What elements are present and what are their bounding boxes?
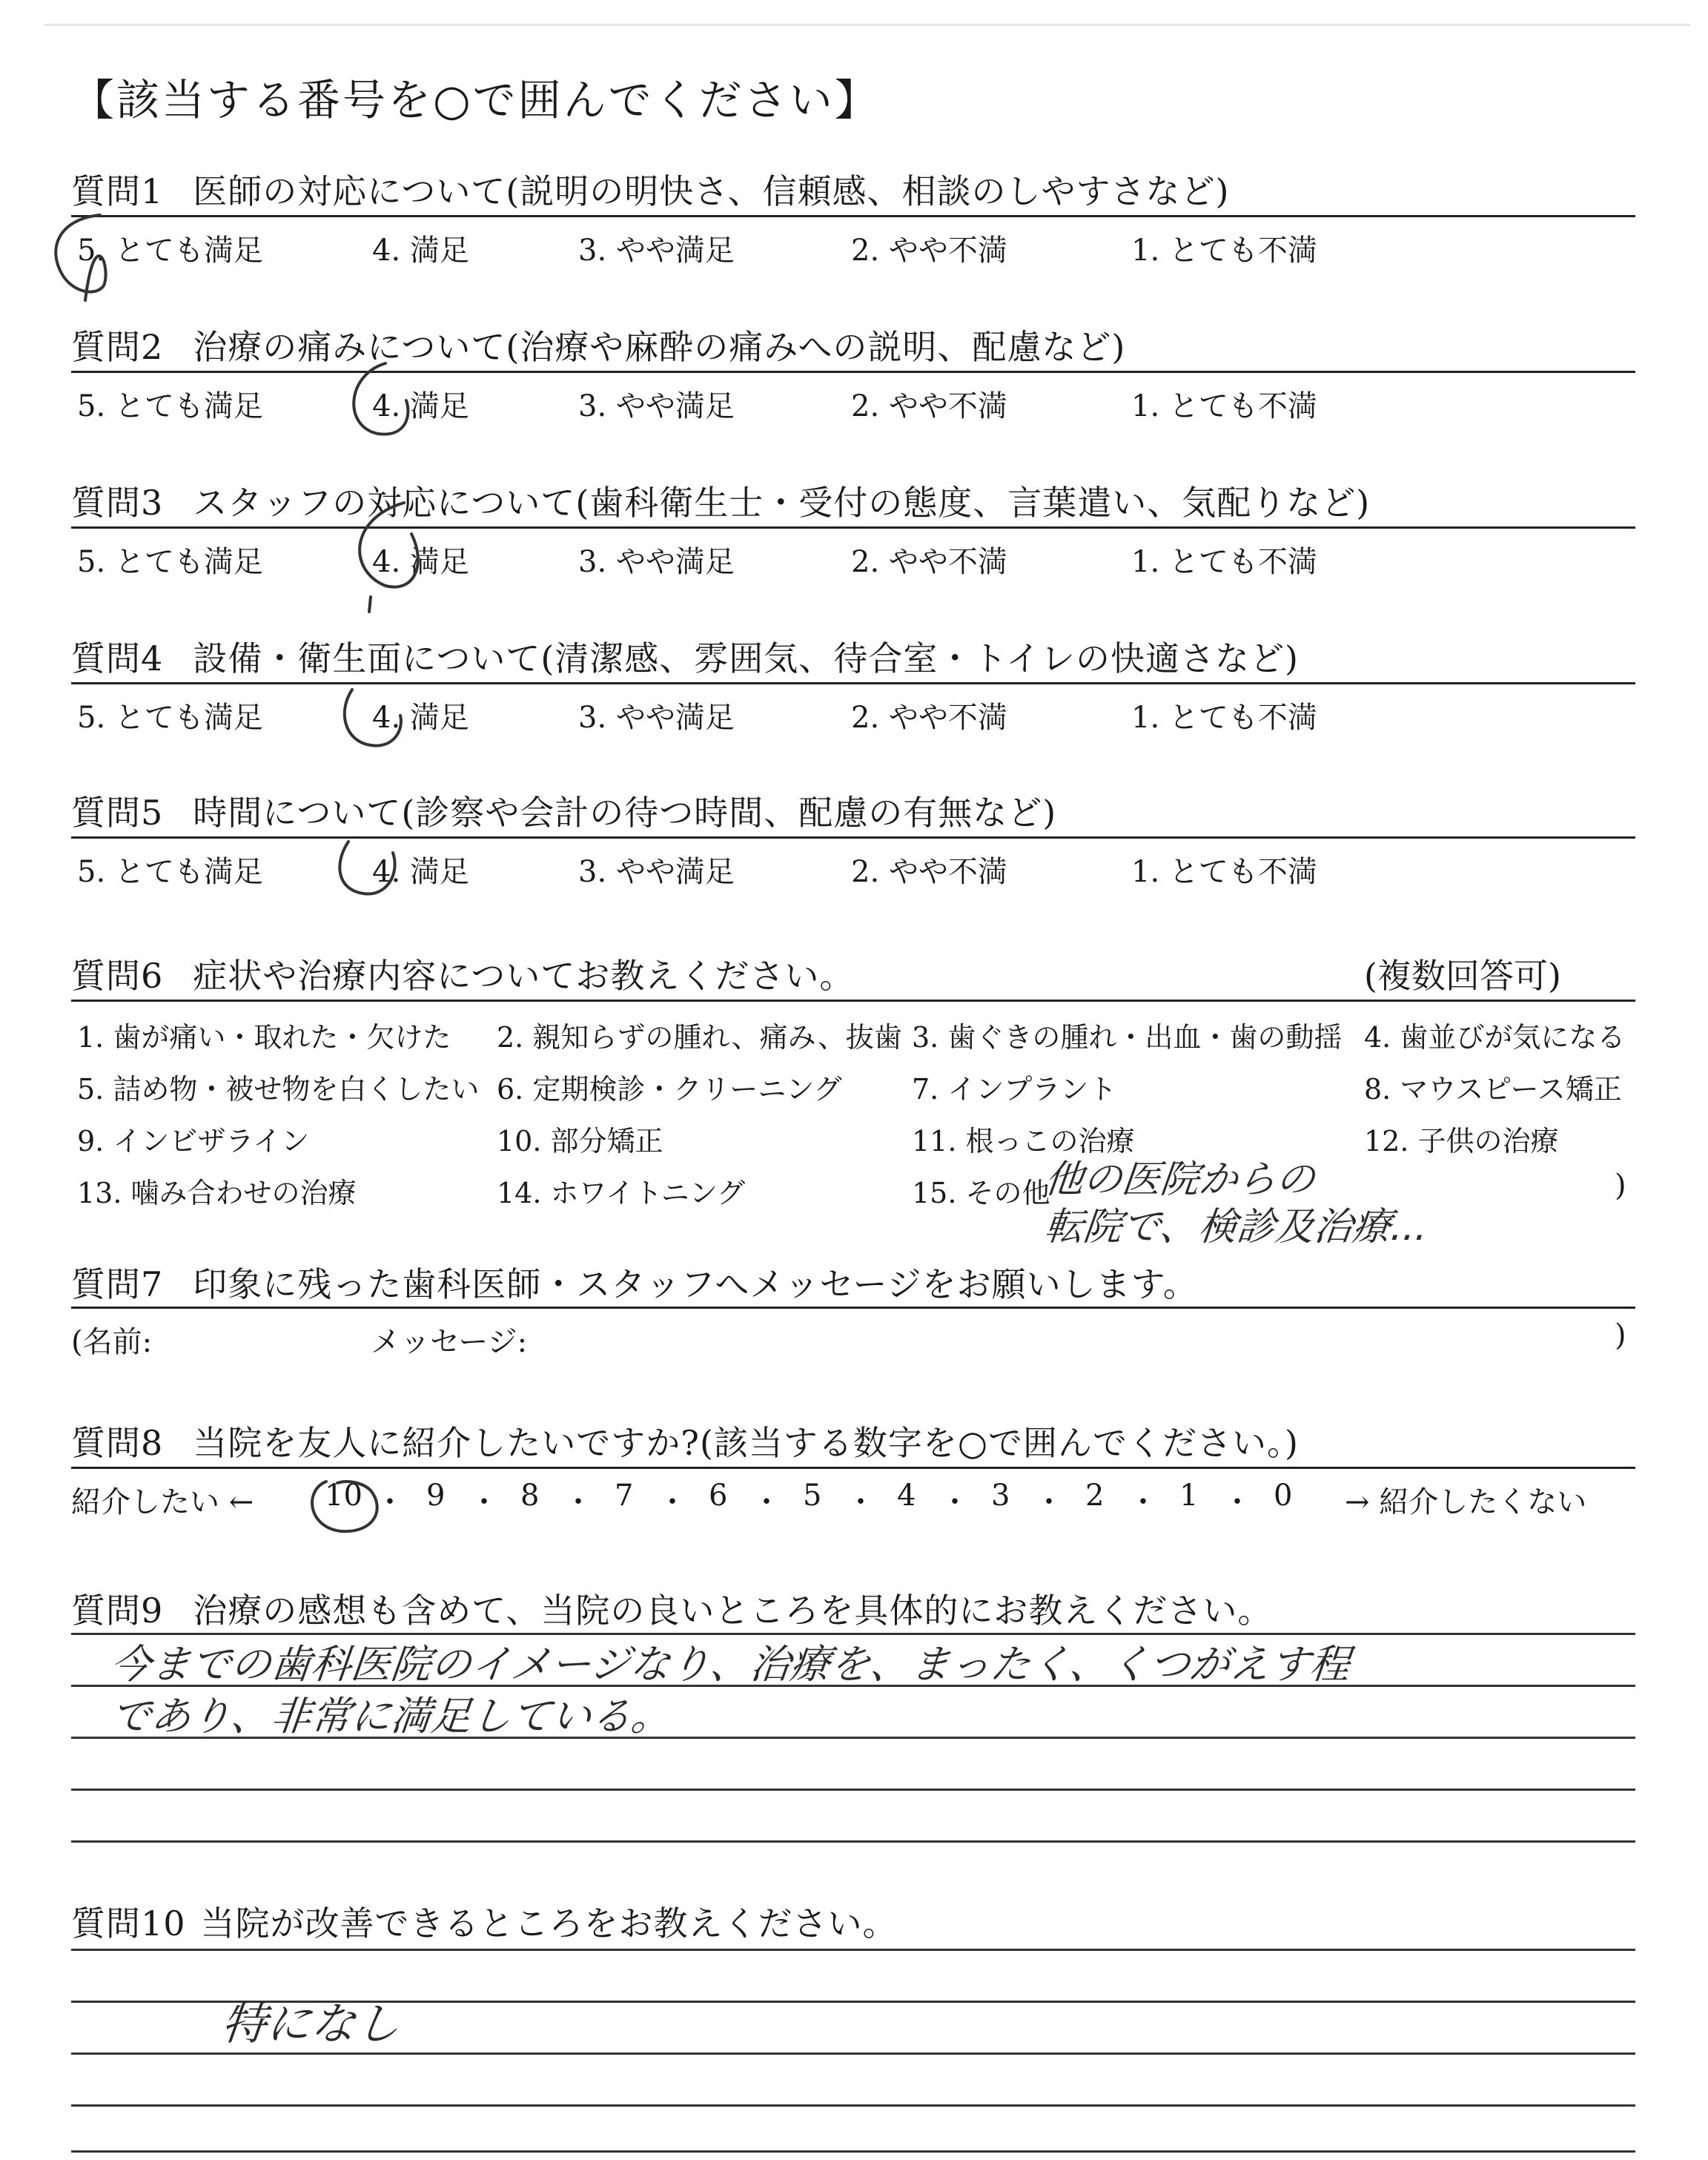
q3-text: スタッフの対応について(歯科衛生士・受付の態度、言葉遣い、気配りなど) <box>193 483 1371 523</box>
q3-option-1[interactable]: 1. とても不満 <box>1131 545 1317 579</box>
q2-option-5[interactable]: 5. とても満足 <box>77 389 263 423</box>
q1-option-1[interactable]: 1. とても不満 <box>1131 234 1317 268</box>
q10-number: 質問10 <box>71 1903 186 1943</box>
q3-option-5[interactable]: 5. とても満足 <box>77 545 263 579</box>
q6-rule <box>71 1000 1635 1002</box>
q8-right-label: → 紹介したくない <box>1345 1485 1587 1519</box>
q3-rule <box>71 526 1635 529</box>
q6-option-12[interactable]: 12. 子供の治療 <box>1364 1125 1559 1157</box>
q6-option-9[interactable]: 9. インビザライン <box>77 1125 310 1157</box>
q6-other-handwritten-2: 転院で、検診及治療... <box>1042 1205 1431 1249</box>
q10-heading <box>71 1897 898 1946</box>
q3-option-4[interactable]: 4. 満足 <box>372 545 469 579</box>
q6-option-5[interactable]: 5. 詰め物・被せ物を白くしたい <box>77 1073 480 1106</box>
q8-heading <box>71 1416 1299 1465</box>
q1-option-5[interactable]: 5. とても満足 <box>77 234 263 268</box>
q2-option-1[interactable]: 1. とても不満 <box>1131 389 1317 423</box>
q10-text: 当院が改善できるところをお教えください。 <box>200 1903 898 1943</box>
q6-text: 症状や治療内容についてお教えください。 <box>193 956 855 996</box>
q10-line-1 <box>71 1949 1635 1951</box>
q7-name-label: (名前: <box>71 1325 153 1359</box>
q8-separator: ・ <box>1034 1485 1064 1519</box>
q4-option-3[interactable]: 3. やや満足 <box>578 701 735 735</box>
q8-scale-2[interactable]: 2 <box>1085 1479 1105 1513</box>
q6-option-2[interactable]: 2. 親知らずの腫れ、痛み、抜歯 <box>497 1021 902 1054</box>
q4-rule <box>71 682 1635 684</box>
q9-answer-line-1: 今までの歯科医院のイメージなり、治療を、まったく、くつがえす程 <box>108 1641 1353 1688</box>
q8-separator: ・ <box>752 1485 781 1519</box>
q5-option-5[interactable]: 5. とても満足 <box>77 855 263 889</box>
q6-option-10[interactable]: 10. 部分矯正 <box>497 1125 663 1157</box>
q8-separator: ・ <box>1222 1485 1252 1519</box>
q2-rule <box>71 371 1635 373</box>
q2-heading <box>71 320 1125 369</box>
q9-heading <box>71 1584 1272 1633</box>
q6-option-4[interactable]: 4. 歯並びが気になる <box>1364 1021 1626 1054</box>
q4-text: 設備・衛生面について(清潔感、雰囲気、待合室・トイレの快適さなど) <box>193 638 1299 678</box>
q4-option-1[interactable]: 1. とても不満 <box>1131 701 1317 735</box>
q10-line-5 <box>71 2150 1635 2153</box>
q2-option-3[interactable]: 3. やや満足 <box>578 389 735 423</box>
q8-scale-9[interactable]: 9 <box>426 1479 446 1513</box>
q5-rule <box>71 836 1635 839</box>
page-title: 【該当する番号を○で囲んでください】 <box>71 75 880 125</box>
q7-text: 印象に残った歯科医師・スタッフへメッセージをお願いします。 <box>193 1264 1198 1304</box>
q1-number: 質問1 <box>71 171 164 211</box>
q8-scale-3[interactable]: 3 <box>991 1479 1010 1513</box>
q6-option-6[interactable]: 6. 定期検診・クリーニング <box>497 1073 842 1106</box>
q4-number: 質問4 <box>71 638 164 678</box>
q8-separator: ・ <box>563 1485 593 1519</box>
q4-heading <box>71 632 1299 681</box>
q10-line-4 <box>71 2104 1635 2107</box>
q8-left-label: 紹介したい ← <box>71 1485 254 1519</box>
q1-option-4[interactable]: 4. 満足 <box>372 234 469 268</box>
q6-other-handwritten-1: 他の医院からの <box>1042 1157 1317 1202</box>
q1-option-2[interactable]: 2. やや不満 <box>851 234 1007 268</box>
q9-text: 治療の感想も含めて、当院の良いところを具体的にお教えください。 <box>193 1591 1273 1631</box>
q8-scale-1[interactable]: 1 <box>1179 1479 1199 1513</box>
q5-option-3[interactable]: 3. やや満足 <box>578 855 735 889</box>
q5-option-1[interactable]: 1. とても不満 <box>1131 855 1317 889</box>
q3-number: 質問3 <box>71 483 164 523</box>
q8-scale-4[interactable]: 4 <box>897 1479 916 1513</box>
q8-rule <box>71 1467 1635 1469</box>
q3-heading <box>71 476 1370 525</box>
q7-heading <box>71 1258 1198 1307</box>
q8-scale-10[interactable]: 10 <box>325 1479 363 1513</box>
q9-line-5 <box>71 1840 1635 1843</box>
q6-option-14[interactable]: 14. ホワイトニング <box>497 1177 746 1209</box>
q4-option-2[interactable]: 2. やや不満 <box>851 701 1007 735</box>
q6-option-1[interactable]: 1. 歯が痛い・取れた・欠けた <box>77 1021 451 1054</box>
q6-option-3[interactable]: 3. 歯ぐきの腫れ・出血・歯の動揺 <box>912 1021 1343 1054</box>
q8-scale-6[interactable]: 6 <box>709 1479 728 1513</box>
q7-number: 質問7 <box>71 1264 164 1304</box>
q8-separator: ・ <box>469 1485 499 1519</box>
q8-separator: ・ <box>846 1485 875 1519</box>
q5-heading <box>71 786 1056 835</box>
q6-option-7[interactable]: 7. インプラント <box>912 1073 1117 1106</box>
q1-heading <box>71 165 1229 214</box>
q2-number: 質問2 <box>71 327 164 367</box>
q6-note: (複数回答可) <box>1364 956 1561 996</box>
q4-option-5[interactable]: 5. とても満足 <box>77 701 263 735</box>
top-edge-line <box>44 24 1690 26</box>
q8-separator: ・ <box>1128 1485 1158 1519</box>
q8-separator: ・ <box>940 1485 970 1519</box>
q3-option-3[interactable]: 3. やや満足 <box>578 545 735 579</box>
q8-number: 質問8 <box>71 1423 164 1463</box>
q8-scale-0[interactable]: 0 <box>1274 1479 1293 1513</box>
q3-option-2[interactable]: 2. やや不満 <box>851 545 1007 579</box>
q6-option-8[interactable]: 8. マウスピース矯正 <box>1364 1073 1622 1106</box>
q1-option-3[interactable]: 3. やや満足 <box>578 234 735 268</box>
q6-option-11[interactable]: 11. 根っこの治療 <box>912 1125 1135 1157</box>
q7-message-label: メッセージ: <box>371 1325 528 1359</box>
q4-option-4[interactable]: 4. 満足 <box>372 701 469 735</box>
q8-scale-8[interactable]: 8 <box>520 1479 540 1513</box>
q7-rule <box>71 1307 1635 1309</box>
q5-option-4[interactable]: 4. 満足 <box>372 855 469 889</box>
q6-option-13[interactable]: 13. 噛み合わせの治療 <box>77 1177 357 1209</box>
q8-scale-5[interactable]: 5 <box>803 1479 822 1513</box>
q10-line-3 <box>71 2052 1635 2055</box>
q8-separator: ・ <box>375 1485 405 1519</box>
q8-text: 当院を友人に紹介したいですか?(該当する数字を○で囲んでください。) <box>193 1423 1299 1463</box>
q5-text: 時間について(診察や会計の待つ時間、配慮の有無など) <box>193 793 1057 833</box>
q9-line-4 <box>71 1789 1635 1791</box>
q6-other-close: ) <box>1615 1169 1626 1203</box>
q2-option-2[interactable]: 2. やや不満 <box>851 389 1007 423</box>
q9-answer-line-2: であり、非常に満足している。 <box>108 1693 674 1740</box>
q10-answer: 特になし <box>219 1998 403 2050</box>
q1-rule <box>71 215 1635 217</box>
q5-number: 質問5 <box>71 793 164 833</box>
q8-separator: ・ <box>658 1485 687 1519</box>
q6-heading <box>71 949 854 998</box>
q1-text: 医師の対応について(説明の明快さ、信頼感、相談のしやすさなど) <box>193 171 1230 211</box>
q6-number: 質問6 <box>71 956 164 996</box>
q7-close: ) <box>1615 1318 1626 1353</box>
q6-option-15[interactable]: 15. その他 <box>912 1177 1050 1209</box>
q9-number: 質問9 <box>71 1591 164 1631</box>
q8-scale-7[interactable]: 7 <box>615 1479 634 1513</box>
q2-text: 治療の痛みについて(治療や麻酔の痛みへの説明、配慮など) <box>193 327 1126 367</box>
q5-option-2[interactable]: 2. やや不満 <box>851 855 1007 889</box>
q2-option-4[interactable]: 4. 満足 <box>372 389 469 423</box>
